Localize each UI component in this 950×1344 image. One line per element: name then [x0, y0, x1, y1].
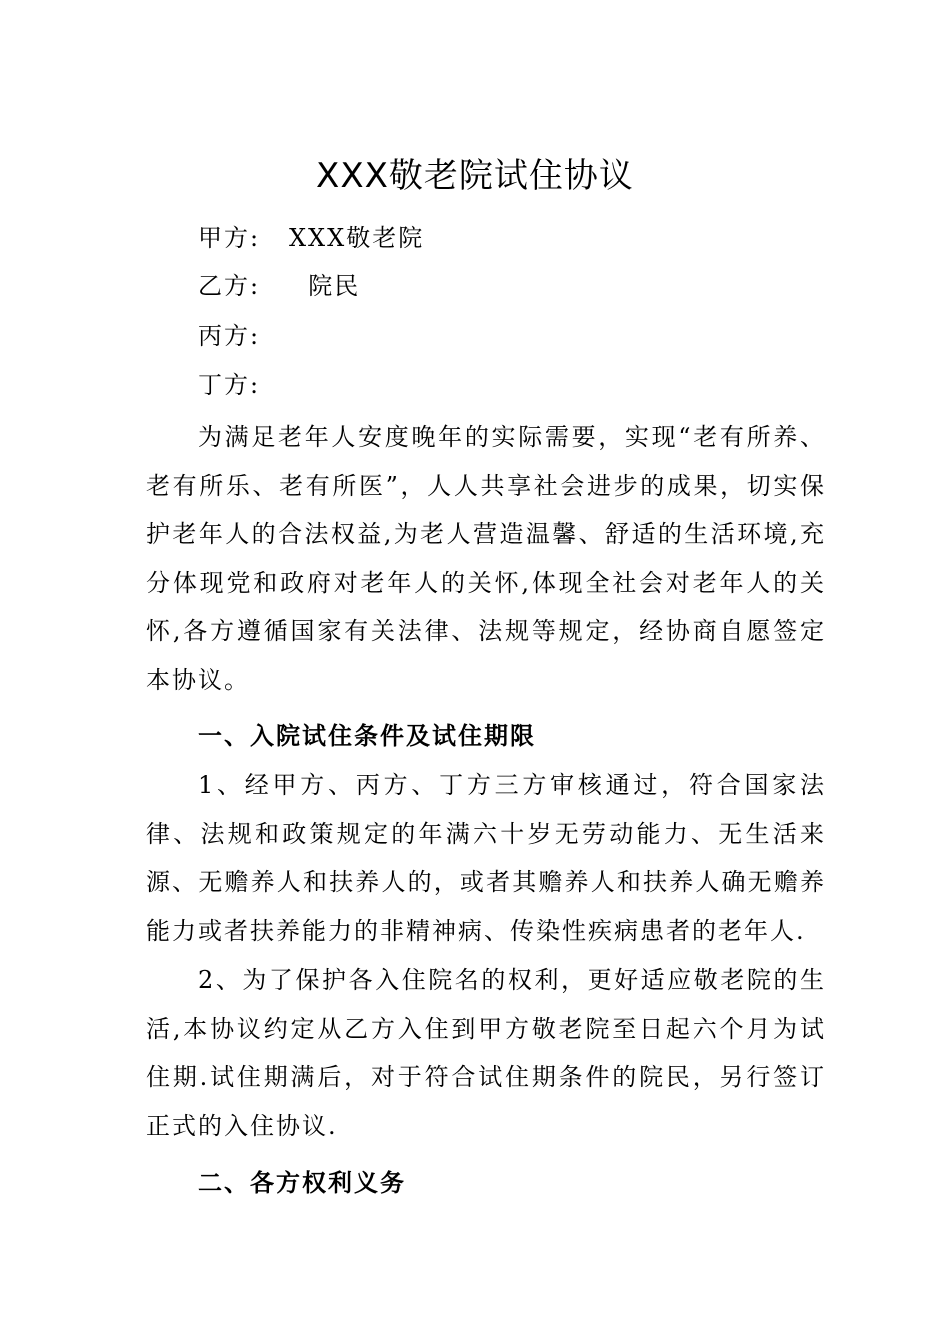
party-a-line: 甲方: XXX敬老院: [198, 224, 425, 252]
party-c-line: 丙方:: [198, 322, 261, 350]
intro-paragraph: 为满足老年人安度晚年的实际需要，实现“老有所养、老有所乐、老有所医”，人人共享社会进步的成果，切实保护老年人的合法权益,为老人营造温馨、舒适的生活环境,充分体现党和政府对老年人的关怀,体现全社会对老年人的关怀,各方遵循国家有关法律、法规等规定，经协商自愿签定本协议。: [146, 423, 826, 694]
party-d-line: 丁方:: [198, 371, 261, 399]
section-2-heading: 二、各方权利义务: [198, 1169, 406, 1197]
section-1-heading: 一、入院试住条件及试住期限: [198, 722, 536, 750]
party-b-line: 乙方: 院民: [198, 272, 361, 300]
section-1-item-2: 2、为了保护各入住院名的权利，更好适应敬老院的生活,本协议约定从乙方入住到甲方敬老院至日起六个月为试住期.试住期满后，对于符合试住期条件的院民，另行签订正式的入住协议.: [146, 966, 826, 1140]
section-1-item-1: 1、经甲方、丙方、丁方三方审核通过，符合国家法律、法规和政策规定的年满六十岁无劳动能力、无生活来源、无赡养人和扶养人的，或者其赡养人和扶养人确无赡养能力或者扶养能力的非精神病、传染性疾病患者的老年人.: [146, 771, 826, 945]
document-title: XXX敬老院试住协议: [316, 156, 634, 196]
